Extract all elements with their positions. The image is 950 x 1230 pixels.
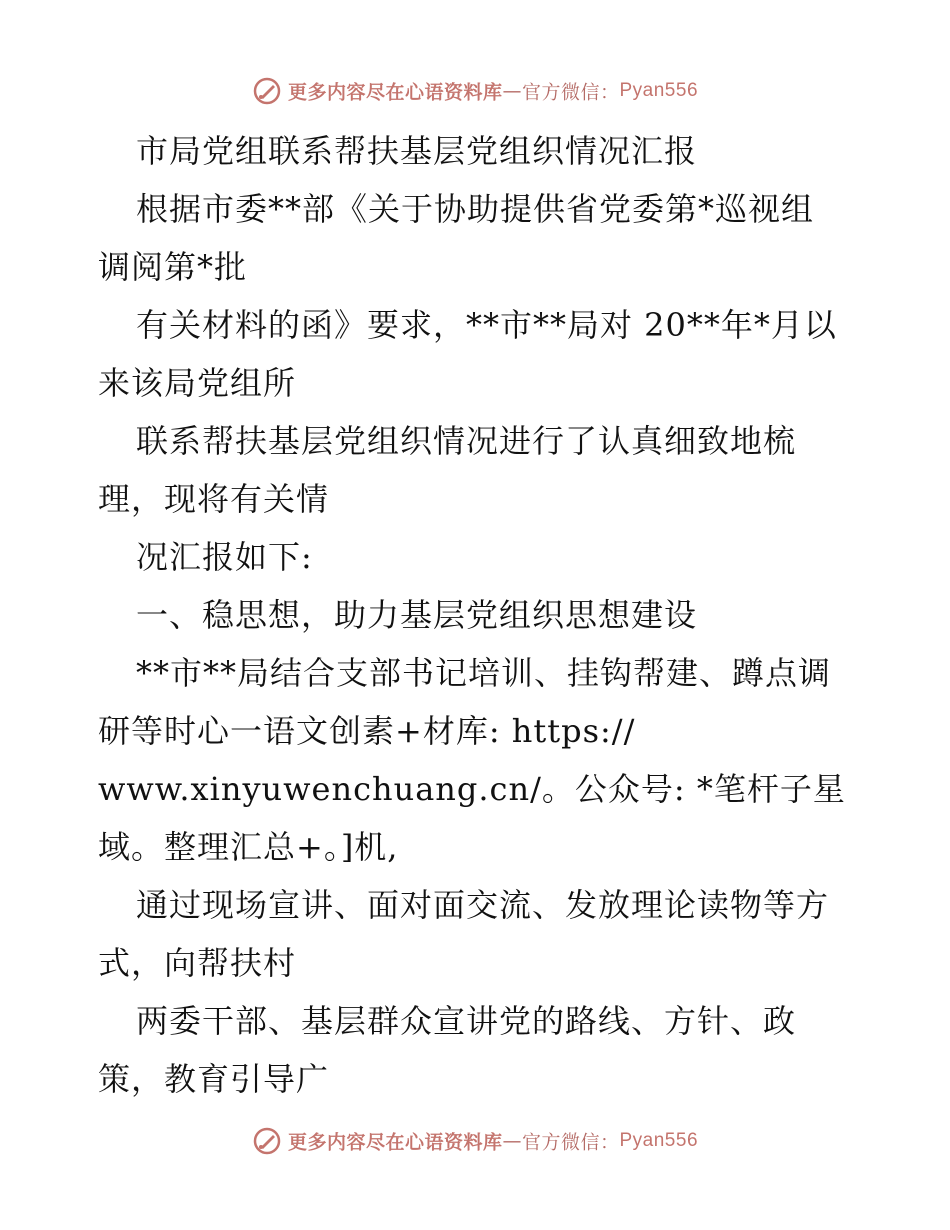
doc-line: 理，现将有关情 — [98, 480, 330, 518]
watermark-main-text: 更多内容尽在心语资料库 — [287, 1131, 503, 1154]
watermark-sub-text: 官方微信： — [521, 81, 620, 104]
watermark-sub-text: 官方微信： — [521, 1131, 620, 1154]
document-body — [98, 122, 868, 1108]
footer-watermark — [0, 1126, 950, 1156]
header-watermark — [0, 76, 950, 106]
watermark-id: Pyan556 — [619, 80, 699, 101]
doc-line: 域。整理汇总+。]机, — [98, 828, 399, 866]
doc-line: 根据市委**部《关于协助提供省党委第*巡视组 — [136, 190, 815, 228]
doc-line: 联系帮扶基层党组织情况进行了认真细致地梳 — [136, 422, 797, 460]
doc-line: **市**局结合支部书记培训、挂钩帮建、蹲点调 — [136, 654, 832, 692]
doc-line: 通过现场宣讲、面对面交流、发放理论读物等方 — [136, 886, 830, 924]
doc-line: 研等时心一语文创素+材库: https:// — [98, 712, 636, 750]
doc-line: 式，向帮扶村 — [98, 944, 297, 982]
doc-line: www.xinyuwenchuang.cn/。公众号: *笔杆子星 — [98, 770, 846, 808]
doc-line: 况汇报如下: — [136, 538, 313, 576]
pen-logo-icon — [252, 76, 282, 106]
doc-title: 市局党组联系帮扶基层党组织情况汇报 — [136, 132, 698, 170]
pen-logo-icon — [252, 1126, 282, 1156]
watermark-dash: — — [502, 80, 522, 102]
watermark-main-text: 更多内容尽在心语资料库 — [287, 81, 503, 104]
doc-line: 调阅第*批 — [98, 248, 248, 286]
doc-line: 策，教育引导广 — [98, 1060, 330, 1098]
watermark-id: Pyan556 — [619, 1130, 699, 1151]
section-heading: 一、稳思想，助力基层党组织思想建设 — [136, 596, 698, 634]
watermark-dash: — — [502, 1130, 522, 1152]
doc-line: 两委干部、基层群众宣讲党的路线、方针、政 — [136, 1002, 797, 1040]
doc-line: 来该局党组所 — [98, 364, 297, 402]
doc-line: 有关材料的函》要求，**市**局对 20**年*月以 — [136, 306, 837, 344]
